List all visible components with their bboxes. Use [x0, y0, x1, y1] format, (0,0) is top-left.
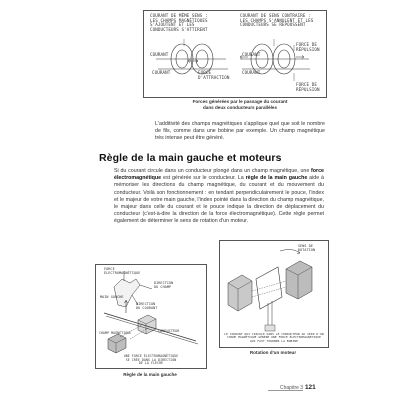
left-hand-rule-diagram [96, 265, 206, 368]
same-direction-label: COURANT DE MÊME SENS : LES CHAMPS MAGNÉTIQUES S'AJOUTENT ET LES CONDUCTEURS S'ATTIRENT [150, 13, 208, 32]
direction-courant-label: DIRECTION DU COURANT [136, 302, 158, 310]
motor-note-label: LE COURANT QUI CIRCULE DANS LE CONDUCTEUR AU SEIN D'UN CHAMP MAGNÉTIQUE GÉNÈRE UNE FORCE ÉLECTROMAGNÉTIQUE QUI FAIT TOURNER LA BOBINE [224, 332, 324, 343]
page-number: 121 [305, 384, 316, 391]
left-hand-rule-figure [95, 264, 207, 369]
force-repulsion-label: FORCE DE RÉPULSION [296, 42, 320, 52]
bold-term: règle de la main gauche [245, 175, 308, 182]
right-figure-caption: Rotation d'un moteur [249, 350, 297, 355]
main-gauche-label: MAIN GAUCHE [100, 295, 124, 299]
text-run: est générée sur le conducteur. La [161, 175, 246, 182]
opposite-direction-label: COURANT DE SENS CONTRAIRE : LES CHAMPS S'ANNULENT ET LES CONDUCTEURS SE REPOUSSENT [240, 13, 314, 28]
conducteur-label: CONDUCTEUR [158, 329, 180, 333]
force-note-label: UNE FORCE ÉLECTROMAGNÉTIQUE SE CRÉE DANS LA DIRECTION DE LA FLÈCHE [123, 354, 179, 366]
parallel-conductors-figure [143, 10, 327, 98]
top-figure-caption: Forces générées par le passage du courant dans deux conducteurs parallèles [192, 99, 288, 110]
additivity-paragraph: L'additivité des champs magnétiques s'applique quel que soit le nombre de fils, comme dans une bobine par exemple. Un champ magnétique très intense peut être généré. [155, 121, 325, 142]
text-run: aide à mémoriser les directions du champ magnétique, du courant et du mouvement du conducteur. Voilà son fonctionnement : en tendant perpendiculairement le pouce, l'index et le majeur de votre main gauche, l'index pointé dans la direction du champ magnétique, le majeur dans celle du courant et le pouce indique la direction de déplacement du conducteur (c'est-à-dire la direction de la force électromagnétique). Cette règle permet également de déterminer le sens de rotation d'un moteur. [114, 175, 324, 225]
champ-label: CHAMP MAGNÉTIQUE [99, 331, 132, 335]
left-hand-rule-paragraph [114, 168, 324, 226]
sens-rotation-label: SENS DE ROTATION [298, 244, 316, 252]
force-repulsion-label: FORCE DE RÉPULSION [296, 82, 320, 92]
chapter-label: Chapitre 3 [280, 385, 304, 391]
courant-label: COURANT [152, 70, 171, 75]
bold-term: force électromagnétique [114, 168, 324, 182]
courant-label: COURANT [150, 52, 169, 57]
courant-label: COURANT [242, 52, 261, 57]
direction-champ-label: DIRECTION DU CHAMP [154, 281, 174, 289]
text-run: Si du courant circule dans un conducteur plongé dans un champ magnétique, une [114, 168, 312, 174]
section-heading: Règle de la main gauche et moteurs [99, 152, 282, 164]
force-attraction-label: FORCE D'ATTRACTION [198, 70, 230, 80]
left-figure-caption: Règle de la main gauche [123, 372, 177, 377]
motor-rotation-figure [219, 240, 329, 348]
courant-label: COURANT [242, 70, 261, 75]
force-label: FORCE ÉLECTROMAGNÉTIQUE [104, 267, 141, 275]
